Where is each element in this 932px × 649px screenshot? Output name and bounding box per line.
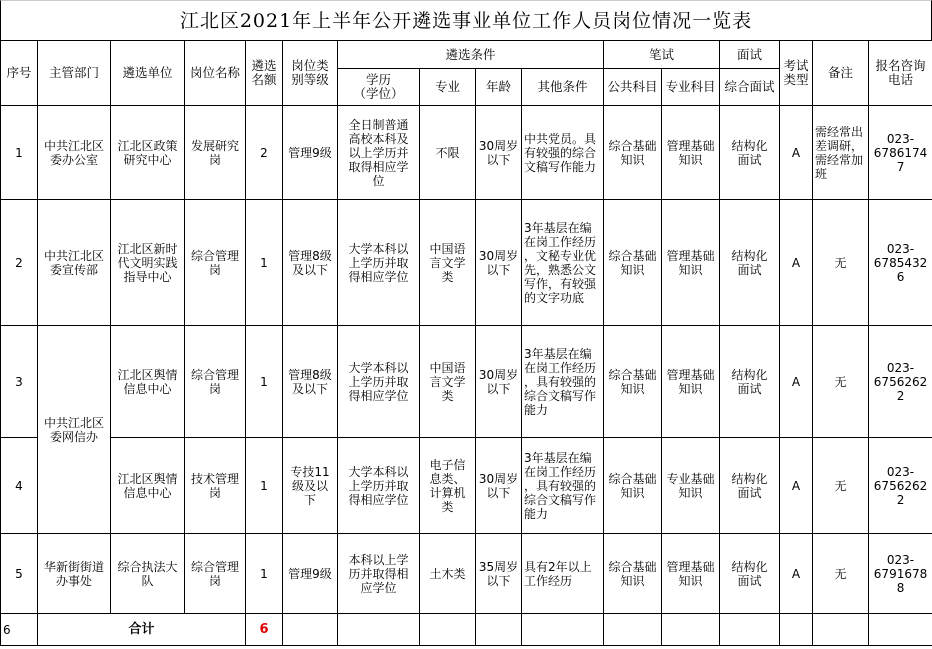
table-row (1, 326, 932, 438)
cell-major: 土木类 (420, 534, 476, 614)
cell-public: 综合基础 知识 (604, 200, 662, 326)
header-phone: 报名咨询 电话 (869, 41, 932, 106)
total-empty (604, 614, 662, 646)
cell-post: 综合管理 岗 (185, 200, 246, 326)
cell-public: 综合基础 知识 (604, 326, 662, 438)
cell-pro: 管理基础 知识 (662, 534, 720, 614)
cell-age: 30周岁 以下 (476, 106, 522, 200)
cell-phone: 023- 67562622 (869, 326, 932, 438)
cell-post: 综合管理 岗 (185, 326, 246, 438)
header-conditions: 遴选条件 (338, 41, 604, 69)
cell-level: 专技11 级及以 下 (283, 438, 338, 534)
header-remark: 备注 (813, 41, 869, 106)
total-empty (662, 614, 720, 646)
cell-level: 管理8级 及以下 (283, 200, 338, 326)
cell-major: 不限 (420, 106, 476, 200)
cell-edu: 本科以上学 历并取得相 应学位 (338, 534, 420, 614)
cell-public: 综合基础 知识 (604, 438, 662, 534)
total-seq: 6 (1, 614, 38, 646)
cell-type: A (780, 326, 813, 438)
cell-post: 技术管理 岗 (185, 438, 246, 534)
cell-quota: 1 (246, 534, 283, 614)
header-post: 岗位名称 (185, 41, 246, 106)
cell-age: 30周岁 以下 (476, 200, 522, 326)
total-empty (522, 614, 604, 646)
cell-pro: 管理基础 知识 (662, 106, 720, 200)
cell-unit: 江北区政策 研究中心 (111, 106, 185, 200)
cell-post: 发展研究 岗 (185, 106, 246, 200)
header-public-subject: 公共科目 (604, 69, 662, 106)
cell-public: 综合基础 知识 (604, 534, 662, 614)
cell-type: A (780, 438, 813, 534)
cell-interview: 结构化 面试 (720, 534, 780, 614)
cell-level: 管理9级 (283, 106, 338, 200)
cell-remark: 无 (813, 534, 869, 614)
cell-phone: 023- 67916788 (869, 534, 932, 614)
cell-age: 35周岁 以下 (476, 534, 522, 614)
cell-remark: 无 (813, 438, 869, 534)
cell-seq: 1 (1, 106, 38, 200)
cell-phone: 023- 67854326 (869, 200, 932, 326)
cell-other: 3年基层在编 在岗工作经历 ，具有较强的 综合文稿写作 能力 (522, 326, 604, 438)
cell-age: 30周岁 以下 (476, 326, 522, 438)
cell-quota: 1 (246, 200, 283, 326)
cell-unit: 江北区舆情 信息中心 (111, 326, 185, 438)
header-pro-subject: 专业科目 (662, 69, 720, 106)
header-edu: 学历 （学位） (338, 69, 420, 106)
cell-post: 综合管理 岗 (185, 534, 246, 614)
header-interview: 面试 (720, 41, 780, 69)
cell-edu: 大学本科以 上学历并取 得相应学位 (338, 326, 420, 438)
cell-type: A (780, 106, 813, 200)
table-row (1, 438, 932, 534)
cell-pro: 专业基础 知识 (662, 438, 720, 534)
cell-seq: 3 (1, 326, 38, 438)
total-empty (780, 614, 813, 646)
header-level: 岗位类 别等级 (283, 41, 338, 106)
cell-edu: 大学本科以 上学历并取 得相应学位 (338, 438, 420, 534)
header-interview-sub: 综合面试 (720, 69, 780, 106)
cell-quota: 2 (246, 106, 283, 200)
total-quota: 6 (246, 614, 283, 646)
cell-interview: 结构化 面试 (720, 106, 780, 200)
cell-quota: 1 (246, 438, 283, 534)
header-quota: 遴选 名额 (246, 41, 283, 106)
header-other: 其他条件 (522, 69, 604, 106)
total-empty (476, 614, 522, 646)
cell-other: 具有2年以上 工作经历 (522, 534, 604, 614)
page-title: 江北区2021年上半年公开遴选事业单位工作人员岗位情况一览表 (0, 0, 932, 40)
total-empty (869, 614, 932, 646)
cell-pro: 管理基础 知识 (662, 326, 720, 438)
cell-phone: 023- 67861747 (869, 106, 932, 200)
cell-pro: 管理基础 知识 (662, 200, 720, 326)
cell-seq: 5 (1, 534, 38, 614)
total-empty (283, 614, 338, 646)
total-label: 合计 (38, 614, 246, 646)
cell-remark: 需经常出 差调研， 需经常加 班 (813, 106, 869, 200)
header-dept: 主管部门 (38, 41, 111, 106)
cell-phone: 023- 67562622 (869, 438, 932, 534)
cell-level: 管理8级 及以下 (283, 326, 338, 438)
header-major: 专业 (420, 69, 476, 106)
total-empty (813, 614, 869, 646)
cell-seq: 4 (1, 438, 38, 534)
cell-seq: 2 (1, 200, 38, 326)
cell-major: 电子信 息类、 计算机 类 (420, 438, 476, 534)
header-row-1 (1, 41, 932, 69)
cell-public: 综合基础 知识 (604, 106, 662, 200)
positions-table (0, 40, 932, 646)
cell-unit: 江北区新时 代文明实践 指导中心 (111, 200, 185, 326)
cell-dept: 中共江北区 委宣传部 (38, 200, 111, 326)
cell-interview: 结构化 面试 (720, 200, 780, 326)
cell-type: A (780, 534, 813, 614)
total-empty (338, 614, 420, 646)
cell-dept: 中共江北区 委网信办 (38, 326, 111, 534)
table-row (1, 106, 932, 200)
cell-remark: 无 (813, 200, 869, 326)
cell-type: A (780, 200, 813, 326)
table-row (1, 534, 932, 614)
cell-dept: 中共江北区 委办公室 (38, 106, 111, 200)
cell-age: 30周岁 以下 (476, 438, 522, 534)
header-written: 笔试 (604, 41, 720, 69)
total-empty (420, 614, 476, 646)
cell-interview: 结构化 面试 (720, 438, 780, 534)
cell-other: 中共党员。具 有较强的综合 文稿写作能力 (522, 106, 604, 200)
total-empty (720, 614, 780, 646)
cell-other: 3年基层在编 在岗工作经历 ，文秘专业优 先，熟悉公文 写作，有较强 的文字功底 (522, 200, 604, 326)
cell-edu: 大学本科以 上学历并取 得相应学位 (338, 200, 420, 326)
total-row (1, 614, 932, 646)
header-seq: 序号 (1, 41, 38, 106)
cell-quota: 1 (246, 326, 283, 438)
header-unit: 遴选单位 (111, 41, 185, 106)
cell-interview: 结构化 面试 (720, 326, 780, 438)
cell-unit: 江北区舆情 信息中心 (111, 438, 185, 534)
cell-unit: 综合执法大 队 (111, 534, 185, 614)
table-row (1, 200, 932, 326)
cell-major: 中国语 言文学 类 (420, 326, 476, 438)
cell-major: 中国语 言文学 类 (420, 200, 476, 326)
cell-level: 管理9级 (283, 534, 338, 614)
cell-dept: 华新街街道 办事处 (38, 534, 111, 614)
header-age: 年龄 (476, 69, 522, 106)
header-exam-type: 考试 类型 (780, 41, 813, 106)
cell-edu: 全日制普通 高校本科及 以上学历并 取得相应学 位 (338, 106, 420, 200)
cell-other: 3年基层在编 在岗工作经历 ，具有较强的 综合文稿写作 能力 (522, 438, 604, 534)
cell-remark: 无 (813, 326, 869, 438)
